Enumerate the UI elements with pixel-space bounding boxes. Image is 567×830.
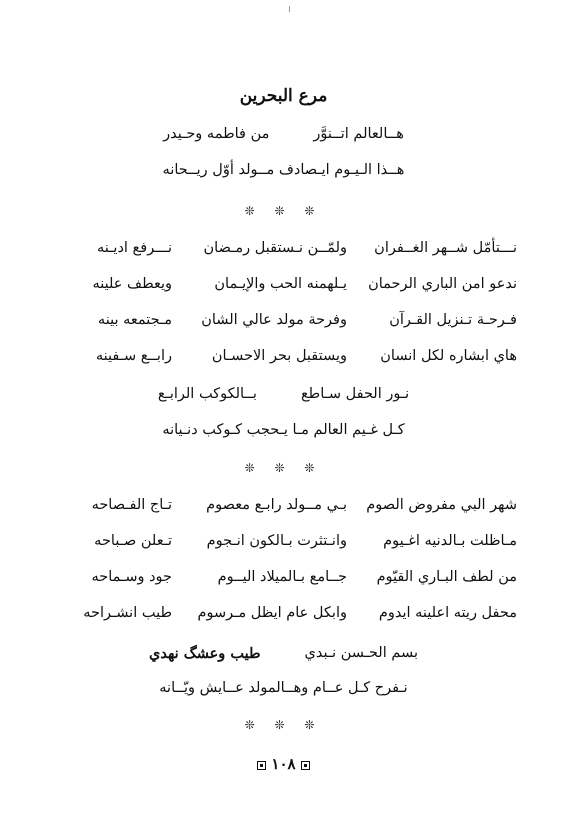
stanza1-row-2-col-3: ويعطف علينه (92, 276, 172, 292)
refrain2-line-1 (40, 645, 527, 662)
intro-line-1-part-b: من فاطمه وحـيدر (163, 126, 270, 142)
stanza1-row-1-col-2: ولمّــن نـستقبل رمـضان (203, 240, 347, 256)
stanza1-row-2-col-1: ندعو امن الباري الرحمان (368, 276, 517, 292)
poem-title: مرع البحرين (239, 86, 328, 106)
stanza1-row-3-col-2: وفرحة مولد عالي الشان (201, 312, 347, 328)
refrain1-line-2: كـل غـيم العالم مـا يـحجب كـوكب دنـيانه (162, 422, 405, 438)
square-ornament-icon (257, 761, 266, 770)
stanza1-row-4-col-1: هاي ابشاره لكل انسان (380, 348, 517, 364)
stanza2-row-1-col-2: بـي مــولد رابـع معصوم (206, 497, 347, 513)
stars-divider-2: ❊ ❊ ❊ (244, 461, 323, 475)
stanza1-row-2-col-2: يـلهمنه الحب والإيـمان (214, 276, 347, 292)
square-ornament-icon (301, 761, 310, 770)
stanza2-row-1-col-3: تـاج الفـصاحه (91, 497, 172, 513)
refrain1-line-1-part-b: بــالكوكب الرابـع (157, 386, 257, 402)
refrain2-line-2: نـفرح كـل عــام وهــالمولد عــايش ويّــانه (159, 680, 408, 696)
refrain1-line-1 (40, 386, 527, 402)
page-number (0, 755, 567, 773)
stanza1-row-4-col-2: ويستقبل بحر الاحسـان (211, 348, 347, 364)
stanza2-row-4-col-2: وابكل عام ايظل مـرسوم (197, 605, 347, 621)
stanza1-row-3-col-1: فـرحـة تـنزيل القـرآن (389, 312, 517, 328)
stanza2-row-2-col-2: وانـتثرت بـالكون انـجوم (206, 533, 347, 549)
refrain1-line-1-part-a: نـور الحفل سـاطع (300, 386, 410, 402)
refrain2-line-1-part-a: بسم الحـسن نـبدي (304, 645, 418, 661)
intro-line-2: هــذا الـيـوم ايـصادف مــولد أوّل ريــحانه (162, 162, 405, 178)
intro-line-1-part-a: هــالعالم اتــنوَّر (313, 126, 404, 142)
stanza2-row-3-col-3: جود وسـماحه (91, 569, 172, 585)
stanza2-row-4-col-1: محفل ريته اعلينه ايدوم (378, 605, 517, 621)
stanza1-row-1-col-3: نـــرفع اديـنه (97, 240, 172, 256)
intro-line-1 (40, 126, 527, 142)
stars-divider-3: ❊ ❊ ❊ (244, 718, 323, 732)
refrain2-line-1-part-b: طيب وعشگ نهدي (149, 645, 261, 662)
stanza2-row-2-col-1: مـاظلت بـالدنيه اغـيوم (383, 533, 517, 549)
stanza2-row-2-col-3: تـعلن صـباحه (94, 533, 172, 549)
stanza1-row-3-col-3: مـجتمعه بينه (97, 312, 172, 328)
stanza2-row-4-col-3: طيب انشـراحه (83, 605, 172, 621)
stanza2-row-3-col-1: من لطف البـاري القيّوم (376, 569, 517, 585)
stanza1-row-1-col-1: نـــتأمّل شــهر الغــفران (374, 240, 517, 256)
stanza1-row-4-col-3: رابــع سـفينه (95, 348, 172, 364)
page-number-text: ١٠٨ (271, 755, 296, 773)
stanza2-row-1-col-1: شهر البي مفروض الصوم (366, 497, 517, 513)
top-mark (289, 6, 290, 12)
stanza2-row-3-col-2: جــامع بـالميلاد اليــوم (217, 569, 347, 585)
stars-divider-1: ❊ ❊ ❊ (244, 204, 323, 218)
